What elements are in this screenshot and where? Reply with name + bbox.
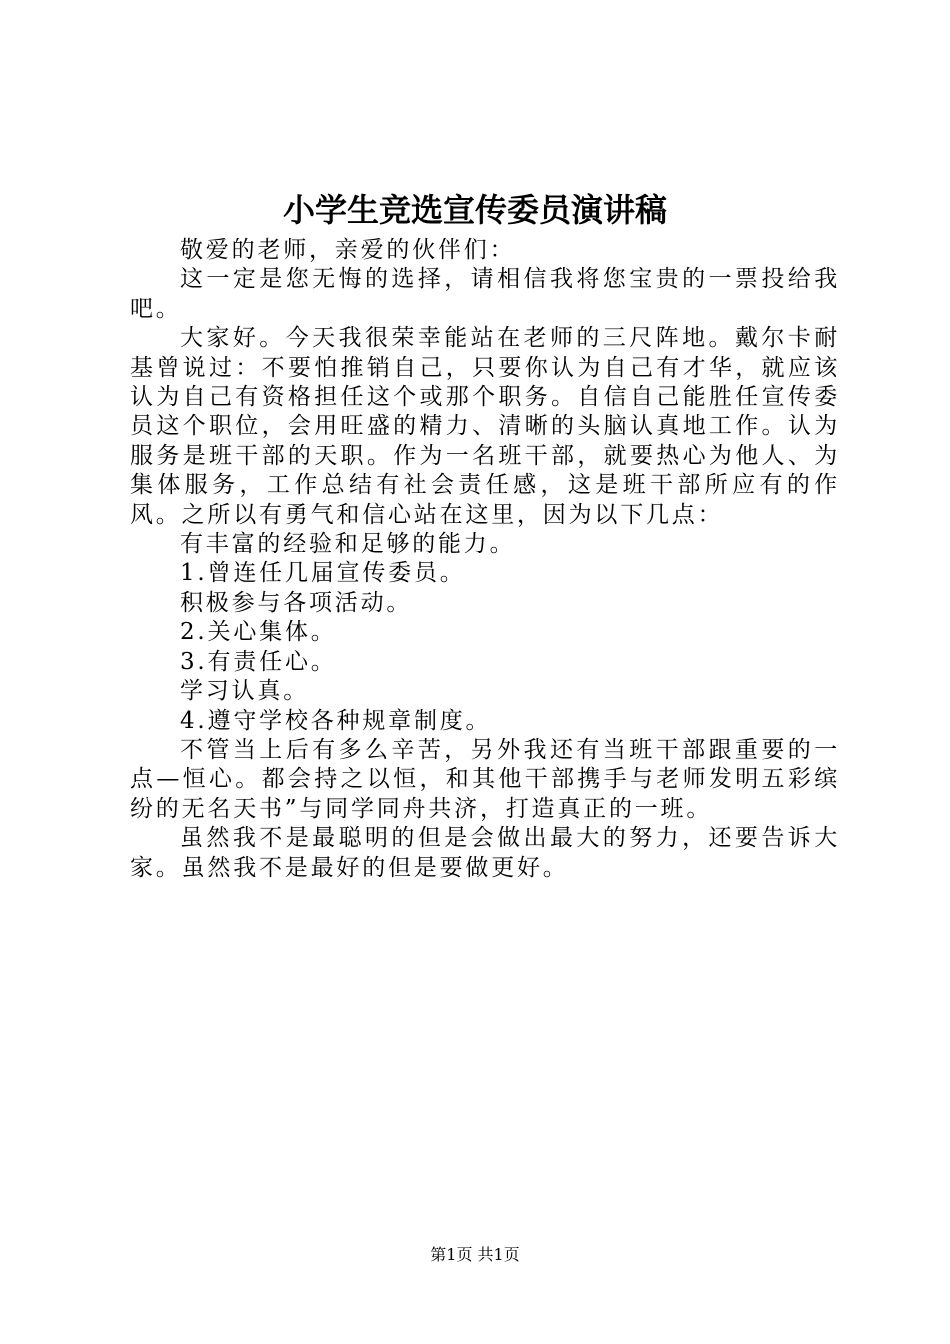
paragraph-commitment: 不管当上后有多么辛苦，另外我还有当班干部跟重要的一点—恒心。都会持之以恒，和其他干部携手与老师发明五彩缤纷的无名天书”与同学同舟共济，打造真正的一班。 xyxy=(130,736,840,822)
document-body xyxy=(130,236,840,883)
paragraph-vote-request: 这一定是您无悔的选择，请相信我将您宝贵的一票投给我吧。 xyxy=(130,266,840,322)
paragraph-point: 学习认真。 xyxy=(180,678,309,705)
page-number-footer: 第1页 共1页 xyxy=(430,1245,520,1264)
paragraph-introduction: 大家好。今天我很荣幸能站在老师的三尺阵地。戴尔卡耐基曾说过：不要怕推销自己，只要你认为自己有才华，就应该认为自己有资格担任这个或那个职务。自信自己能胜任宣传委员这个职位，会用旺盛的精力、清晰的头脑认真地工作。认为服务是班干部的天职。作为一名班干部，就要热心为他人、为集体服务，工作总结有社会责任感，这是班干部所应有的作风。之所以有勇气和信心站在这里，因为以下几点： xyxy=(130,325,840,528)
paragraph-point: 4.遵守学校各种规章制度。 xyxy=(180,707,492,734)
paragraph-point: 积极参与各项活动。 xyxy=(180,589,413,616)
document-title: 小学生竞选宣传委员演讲稿 xyxy=(282,191,667,229)
paragraph-point: 2.关心集体。 xyxy=(180,619,337,646)
paragraph-point: 有丰富的经验和足够的能力。 xyxy=(180,531,516,558)
paragraph-point: 1.曾连任几届宣传委员。 xyxy=(180,560,466,587)
paragraph-closing: 虽然我不是最聪明的但是会做出最大的努力，还要告诉大家。虽然我不是最好的但是要做更好。 xyxy=(130,825,840,881)
paragraph-salutation: 敬爱的老师，亲爱的伙伴们： xyxy=(180,237,516,263)
paragraph-point: 3.有责任心。 xyxy=(180,648,337,675)
